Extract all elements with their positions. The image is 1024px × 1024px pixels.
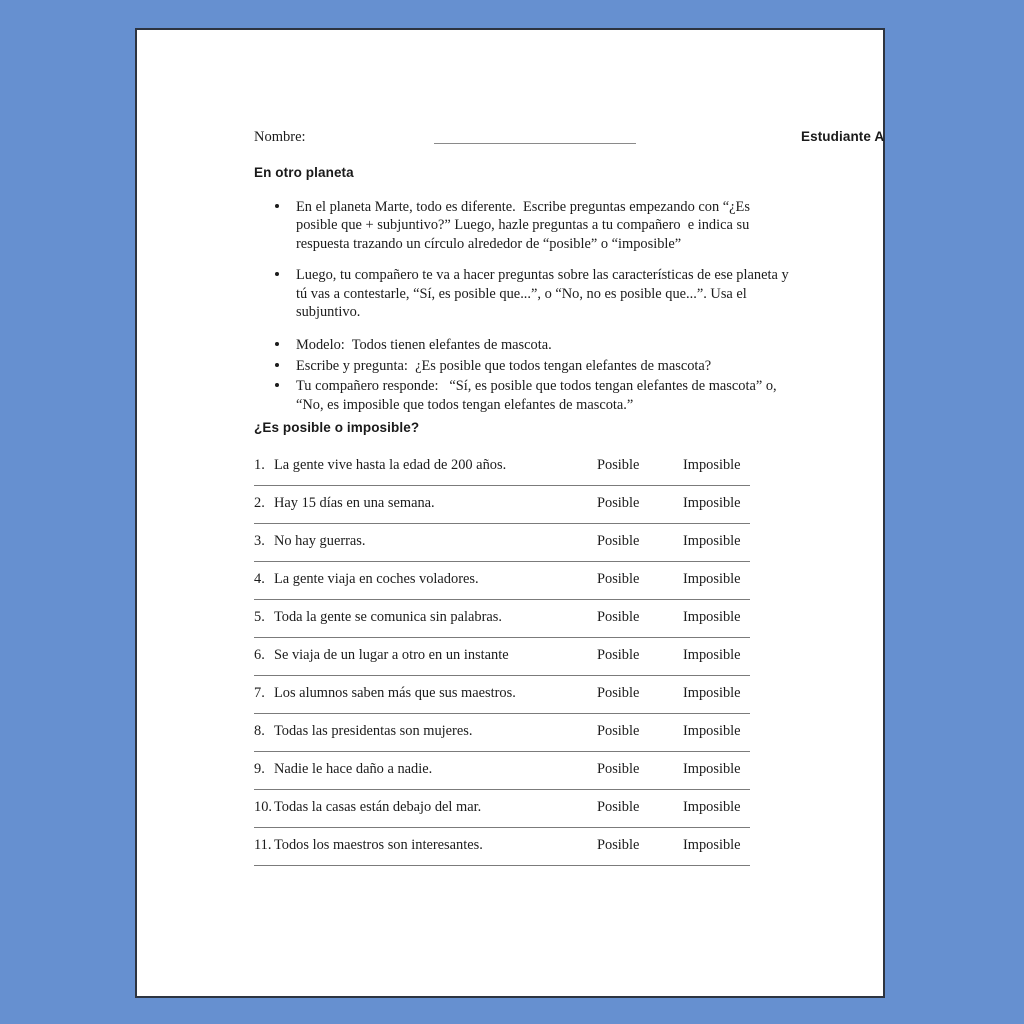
option-posible[interactable]: Posible — [597, 647, 640, 663]
option-imposible[interactable]: Imposible — [683, 647, 741, 663]
row-number: 8. — [254, 723, 265, 739]
row-statement: Toda la gente se comunica sin palabras. — [274, 609, 502, 625]
row-number: 6. — [254, 647, 265, 663]
option-posible[interactable]: Posible — [597, 457, 640, 473]
row-number: 11. — [254, 837, 272, 853]
row-number: 4. — [254, 571, 265, 587]
option-imposible[interactable]: Imposible — [683, 533, 741, 549]
table-row — [254, 448, 750, 486]
instruction-bullet — [254, 198, 789, 253]
table-row — [254, 752, 750, 790]
row-statement: Los alumnos saben más que sus maestros. — [274, 685, 516, 701]
table-row — [254, 714, 750, 752]
option-imposible[interactable]: Imposible — [683, 799, 741, 815]
option-imposible[interactable]: Imposible — [683, 457, 741, 473]
page-content — [137, 30, 883, 996]
table-row — [254, 828, 750, 866]
row-number: 1. — [254, 457, 265, 473]
table-row — [254, 790, 750, 828]
instructions-list — [254, 198, 793, 416]
section-heading: ¿Es posible o imposible? — [254, 420, 420, 435]
bullet-icon — [275, 204, 279, 208]
option-posible[interactable]: Posible — [597, 837, 640, 853]
modelo-text: Tu compañero responde: “Sí, es posible que todos tengan elefantes de mascota” o, “No, es imposible que todos tengan elefantes de mascota.” — [296, 378, 781, 413]
row-statement: Todas las presidentas son mujeres. — [274, 723, 473, 739]
row-statement: La gente vive hasta la edad de 200 años. — [274, 457, 507, 473]
row-statement: Todos los maestros son interesantes. — [274, 837, 483, 853]
modelo-bullet — [254, 336, 789, 354]
table-row — [254, 638, 750, 676]
option-imposible[interactable]: Imposible — [683, 837, 741, 853]
row-statement: Todas la casas están debajo del mar. — [274, 799, 482, 815]
name-label: Nombre: — [254, 129, 306, 145]
row-number: 5. — [254, 609, 265, 625]
row-number: 7. — [254, 685, 265, 701]
row-statement: No hay guerras. — [274, 533, 366, 549]
instruction-text: En el planeta Marte, todo es diferente. Escribe preguntas empezando con “¿Es posible que + subjuntivo?” Luego, hazle preguntas a tu compañero e indica su respuesta trazando un círculo alrededor de “posible” o “imposible” — [296, 199, 754, 252]
student-label: Estudiante A — [801, 129, 885, 144]
modelo-bullet — [254, 377, 789, 414]
option-posible[interactable]: Posible — [597, 609, 640, 625]
name-input-line[interactable] — [434, 143, 636, 144]
row-number: 9. — [254, 761, 265, 777]
table-row — [254, 524, 750, 562]
question-table — [254, 448, 750, 866]
option-posible[interactable]: Posible — [597, 685, 640, 701]
option-imposible[interactable]: Imposible — [683, 571, 741, 587]
row-divider — [254, 865, 750, 866]
bullet-icon — [275, 383, 279, 387]
modelo-text: Modelo: Todos tienen elefantes de mascota. — [296, 337, 552, 354]
row-statement: Hay 15 días en una semana. — [274, 495, 435, 511]
document-header — [254, 127, 885, 149]
instruction-bullet — [254, 266, 793, 321]
row-number: 10. — [254, 799, 272, 815]
option-posible[interactable]: Posible — [597, 495, 640, 511]
option-imposible[interactable]: Imposible — [683, 685, 741, 701]
table-row — [254, 600, 750, 638]
row-statement: Nadie le hace daño a nadie. — [274, 761, 433, 777]
modelo-bullet — [254, 357, 789, 375]
table-row — [254, 486, 750, 524]
option-posible[interactable]: Posible — [597, 799, 640, 815]
option-imposible[interactable]: Imposible — [683, 495, 741, 511]
option-posible[interactable]: Posible — [597, 533, 640, 549]
bullet-icon — [275, 272, 279, 276]
option-posible[interactable]: Posible — [597, 723, 640, 739]
document-page — [135, 28, 885, 998]
instruction-text: Luego, tu compañero te va a hacer preguntas sobre las características de ese planeta y tú vas a contestarle, “Sí, es posible que...”, o “No, no es posible que...”. Usa el subjuntivo. — [296, 267, 793, 321]
bullet-icon — [275, 342, 279, 346]
row-number: 2. — [254, 495, 265, 511]
modelo-group — [254, 336, 789, 414]
option-posible[interactable]: Posible — [597, 571, 640, 587]
option-imposible[interactable]: Imposible — [683, 609, 741, 625]
row-statement: La gente viaja en coches voladores. — [274, 571, 479, 587]
page-title: En otro planeta — [254, 165, 354, 180]
bullet-icon — [275, 363, 279, 367]
option-imposible[interactable]: Imposible — [683, 761, 741, 777]
option-imposible[interactable]: Imposible — [683, 723, 741, 739]
row-statement: Se viaja de un lugar a otro en un instante — [274, 647, 509, 663]
option-posible[interactable]: Posible — [597, 761, 640, 777]
table-row — [254, 562, 750, 600]
row-number: 3. — [254, 533, 265, 549]
modelo-text: Escribe y pregunta: ¿Es posible que todos tengan elefantes de mascota? — [296, 357, 712, 374]
table-row — [254, 676, 750, 714]
